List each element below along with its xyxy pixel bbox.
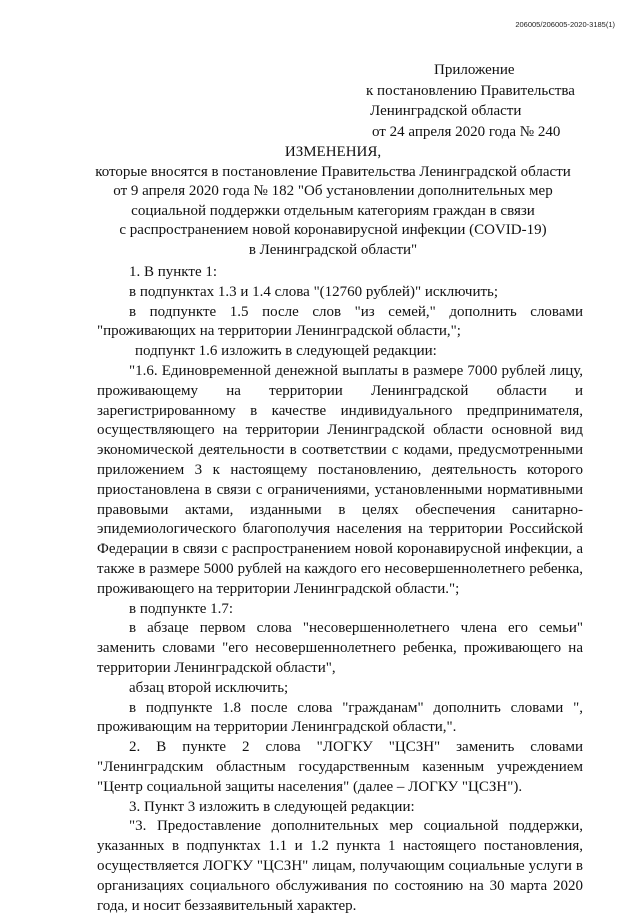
paragraph: 2. В пункте 2 слова "ЛОГКУ "ЦСЗН" заменить словами "Ленинградским областным государственным казенным учреждением "Центр социальной защиты населения" (далее – ЛОГКУ "ЦСЗН"). xyxy=(97,739,583,795)
paragraph: в подпункте 1.5 после слов "из семей," дополнить словами "проживающих на территории Ленинградской области,"; xyxy=(97,303,583,340)
paragraph: подпункт 1.6 изложить в следующей редакции: xyxy=(135,343,437,360)
heading-line: с распространением новой коронавирусной инфекции (COVID-19) xyxy=(119,222,547,239)
heading-line: которые вносятся в постановление Правительства Ленинградской области xyxy=(95,163,571,180)
paragraph: 3. Пункт 3 изложить в следующей редакции: xyxy=(129,798,415,815)
appendix-block xyxy=(364,60,624,142)
document-heading xyxy=(80,143,586,261)
paragraph: абзац второй исключить; xyxy=(129,679,289,696)
document-id: 206005/206005-2020-3185(1) xyxy=(515,20,615,29)
heading-title: ИЗМЕНЕНИЯ, xyxy=(284,144,382,160)
paragraph: в подпунктах 1.3 и 1.4 слова "(12760 рублей)" исключить; xyxy=(129,283,499,300)
document-body xyxy=(97,263,583,916)
paragraph: в абзаце первом слова "несовершеннолетнего члена его семьи" заменить словами "его несовершеннолетнего ребенка, проживающего на территории Ленинградской области", xyxy=(97,620,583,676)
paragraph: в подпункте 1.8 после слова "гражданам" дополнить словами ", проживающим на территории Ленинградской области,". xyxy=(97,699,583,736)
appendix-label: Приложение xyxy=(434,62,515,78)
paragraph: 1. В пункте 1: xyxy=(129,264,218,280)
appendix-region: Ленинградской области xyxy=(370,103,522,119)
paragraph: в подпункте 1.7: xyxy=(129,600,234,617)
paragraph: "1.6. Единовременной денежной выплаты в размере 7000 рублей лицу, проживающему на территории Ленинградской области и зарегистрированному в качестве индивидуального предпринимателя, осуществляющего на территории Ленинградской области основной вид экономической деятельности в соответствии с кодами, предусмотренными приложением 3 к настоящему постановлению, деятельность которого приостановлена в связи с ограничениями, установленными нормативными правовыми актами, изданными в целях обеспечения санитарно-эпидемиологического благополучия населения на территории Российской Федерации в связи с распространением новой коронавирусной инфекции, а также в размере 5000 рублей на каждого его несовершеннолетнего ребенка, проживающего на территории Ленинградской области."; xyxy=(97,362,583,597)
heading-line: от 9 апреля 2020 года № 182 "Об установлении дополнительных мер xyxy=(113,183,553,200)
heading-line: в Ленинградской области" xyxy=(248,241,418,258)
paragraph: "3. Предоставление дополнительных мер социальной поддержки, указанных в подпунктах 1.1 и 1.2 пункта 1 настоящего постановления, осуществляется ЛОГКУ "ЦСЗН" лицам, получающим социальные услуги в организациях социального обслуживания по состоянию на 30 марта 2020 года, и носит беззаявительный характер. xyxy=(97,818,583,914)
heading-line: социальной поддержки отдельным категориям граждан в связи xyxy=(131,202,535,219)
appendix-resolution: к постановлению Правительства xyxy=(366,82,575,99)
appendix-date: от 24 апреля 2020 года № 240 xyxy=(372,123,561,140)
